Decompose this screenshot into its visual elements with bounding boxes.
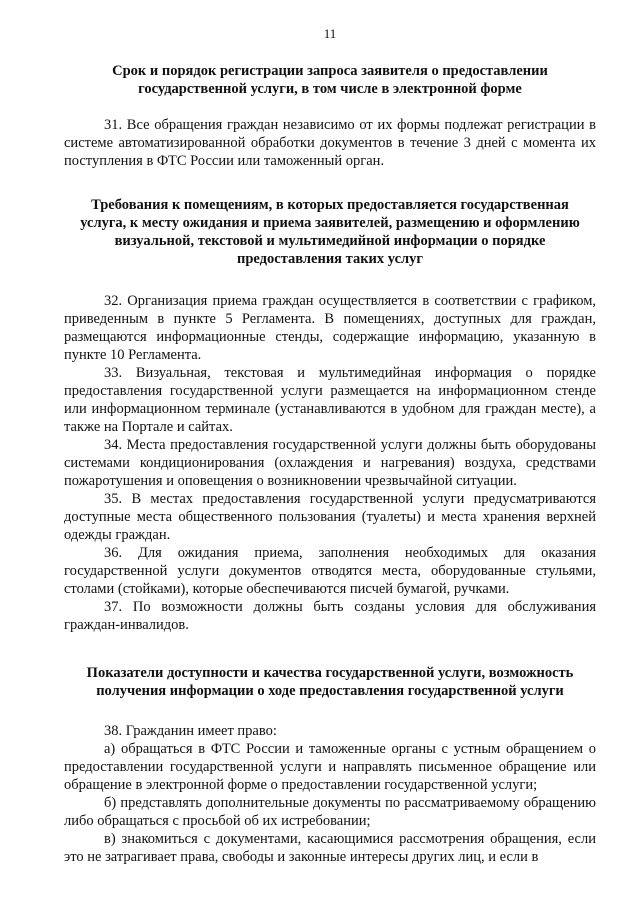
- paragraph-36: 36. Для ожидания приема, заполнения необходимых для оказания государственной услуги документов отводятся места, оборудованные стульями, столами (стойками), которые обеспечиваются писчей бумагой, ручками.: [64, 545, 596, 597]
- section-body-premises: [64, 292, 596, 634]
- section-heading-quality: Показатели доступности и качества государственной услуги, возможность получения информации о ходе предоставления государственной услуги: [86, 665, 574, 699]
- paragraph-34: 34. Места предоставления государственной услуги должны быть оборудованы системами кондиционирования (охлаждения и нагревания) воздуха, средствами пожаротушения и оповещения о возникновении чрезвычайной ситуации.: [64, 437, 596, 489]
- paragraph-38: 38. Гражданин имеет право:: [104, 723, 277, 739]
- paragraph-38b: б) представлять дополнительные документы по рассматриваемому обращению либо обращаться с просьбой об их истребовании;: [64, 795, 596, 829]
- page-number: 11: [323, 26, 337, 41]
- document-page: [64, 0, 596, 866]
- paragraph-38a: а) обращаться в ФТС России и таможенные органы с устным обращением о предоставлении государственной услуги и направлять письменное обращение или обращение в электронной форме о предоставлении государственной услуги;: [64, 741, 596, 793]
- section-body-quality: [64, 722, 596, 866]
- paragraph-32: 32. Организация приема граждан осуществляется в соответствии с графиком, приведенным в пункте 5 Регламента. В помещениях, доступных для граждан, размещаются информационные стенды, содержащие информацию, указанную в пункте 10 Регламента.: [64, 293, 596, 363]
- section-heading-premises: Требования к помещениям, в которых предоставляется государственная услуга, к месту ожидания и приема заявителей, размещению и оформлению визуальной, текстовой и мультимедийной информации о порядке предоставления таких услуг: [80, 197, 580, 267]
- paragraph-37: 37. По возможности должны быть созданы условия для обслуживания граждан-инвалидов.: [64, 599, 596, 633]
- paragraph-38v: в) знакомиться с документами, касающимися рассмотрения обращения, если это не затрагивает права, свободы и законные интересы других лиц, и если в: [64, 831, 596, 865]
- paragraph-33: 33. Визуальная, текстовая и мультимедийная информация о порядке предоставления государственной услуги размещается на информационном стенде или информационном терминале (устанавливаются в удобном для граждан месте), а также на Портале и сайтах.: [64, 365, 596, 435]
- section-body-registration: [64, 116, 596, 170]
- paragraph-35: 35. В местах предоставления государственной услуги предусматриваются доступные места общественного пользования (туалеты) и места хранения верхней одежды граждан.: [64, 491, 596, 543]
- paragraph-31: 31. Все обращения граждан независимо от их формы подлежат регистрации в системе автоматизированной обработки документов в течение 3 дней с момента их поступления в ФТС России или таможенный орган.: [64, 117, 596, 169]
- section-heading-registration: Срок и порядок регистрации запроса заявителя о предоставлении государственной услуги, в том числе в электронной форме: [112, 63, 548, 97]
